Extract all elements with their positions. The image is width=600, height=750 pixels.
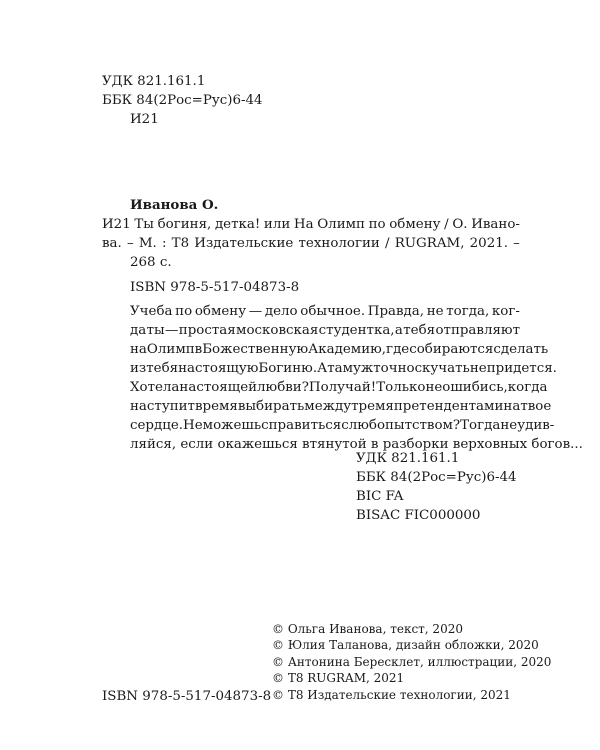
annotation-word: где [386,342,410,357]
bib-line-1 [102,215,520,234]
udk-code: УДК 821.161.1 [102,74,206,89]
bib-word: Олимп [317,217,365,232]
isbn-text: ISBN 978-5-517-04873-8 [130,280,300,295]
bib-word: : [161,236,167,251]
annotation-word: Тогда [460,418,501,433]
annotation-word: выбирать [237,399,305,414]
bib-line-2 [102,234,520,253]
annotation-word: наступит [130,399,195,414]
annotation-word: тебя [403,323,436,338]
annotation-word: ког- [491,304,520,319]
annotation-word: Олимп [146,342,195,357]
annotation-word: дело [264,304,298,319]
annotation-word: Божественную [202,342,309,357]
annotation-word: любопытством? [348,418,461,433]
annotation-word: А [317,361,328,376]
annotation-line [130,359,557,378]
annotation-word: студентка, [318,323,395,338]
bisac-code: BISAC FIC000000 [356,508,481,523]
annotation-word: можешь [202,418,262,433]
bib-word: / [444,217,449,232]
annotation-word: тогда, [446,304,490,319]
annotation-word: справиться [261,418,342,433]
bib-cutter: И21 [102,217,131,232]
annotation-word: — [165,323,179,338]
copyright-notices [272,621,551,703]
top-classification-codes [102,72,263,129]
annotation-word: сделать [493,342,549,357]
annotation-word: обмену [194,304,247,319]
bib-word: богиня, [157,217,212,232]
bic-code: BIC FA [356,489,404,504]
isbn-main [130,278,299,297]
bib-word: ва. [102,236,122,251]
annotation-word: тремя [351,399,394,414]
bib-word: обмену [389,217,441,232]
bib-word: Издательские [194,236,294,251]
bib-word: / [385,236,390,251]
annotation-word: простая [178,323,236,338]
annotation-word: отправляют [435,323,520,338]
copyright-line: © Юлия Таланова, дизайн обложки, 2020 [272,638,539,653]
annotation-word: любви? [257,380,309,395]
annotation-word: настоящей [179,380,258,395]
bib-word: детка! [214,217,261,232]
bib-word: технологии [298,236,380,251]
bib-word: – [513,236,520,251]
annotation-word: не [426,304,444,319]
annotation-word: претендентами [393,399,504,414]
annotation-word: ошибись, [442,380,508,395]
annotation-word: скучать [414,361,470,376]
annotation-word: — [248,304,263,319]
annotation-word: на [130,342,147,357]
copyright-line: © Антонина Бересклет, иллюстрации, 2020 [272,654,552,669]
annotation-word: уж [353,361,374,376]
annotation-word: настоящую [178,361,259,376]
bibliographic-record [102,196,520,272]
bib-word: по [368,217,386,232]
annotation-word: московская [236,323,319,338]
annotation-word: ты [146,323,165,338]
bib-word: Ивано- [471,217,520,232]
copyright-line: © Т8 Издательские технологии, 2021 [272,687,511,702]
bib-word: Ты [134,217,154,232]
classification-codes [356,449,517,525]
annotation-word: собираются [409,342,494,357]
annotation-word: на [503,399,521,414]
annotation-word: удив- [517,418,555,433]
isbn-bottom [102,687,271,706]
bib-word: На [293,217,314,232]
annotation-word: не [425,380,443,395]
annotation-word: не [500,418,518,433]
bib-word: 2021. [469,236,508,251]
annotation-word: твое [520,399,552,414]
annotation-word: сердце. [130,418,184,433]
annotation-line [130,340,549,359]
annotation-word: между [304,399,352,414]
bib-word: М. [138,236,157,251]
annotation-last-line: ляйся, если окажешься втянутой в разборки верховных богов... [130,437,583,452]
annotation-word: в [194,342,203,357]
annotation-word: Правда, [367,304,425,319]
annotation-word: Получай! [308,380,377,395]
annotation-word: точно [373,361,415,376]
annotation-word: время [194,399,238,414]
annotation-word: тебя [146,361,179,376]
annotation-word: Богиню. [258,361,318,376]
bbk-code: ББК 84(2Рос=Рус)6-44 [102,93,263,108]
annotation-word: Только [376,380,426,395]
bib-word: О. [452,217,468,232]
bib-word: или [263,217,291,232]
isbn-text: ISBN 978-5-517-04873-8 [102,689,272,704]
page-count: 268 с. [130,255,172,270]
annotation-line [130,302,520,321]
bbk-code: ББК 84(2Рос=Рус)6-44 [356,470,517,485]
annotation-word: из [130,361,147,376]
annotation-line [130,378,548,397]
cutter-code: И21 [130,112,159,127]
annotation-word: когда [507,380,548,395]
annotation-word: Учеба [130,304,173,319]
annotation-word: Хотела [130,380,180,395]
bib-word: Т8 [171,236,190,251]
annotation-word: Академию, [308,342,387,357]
annotation-word: с [341,418,349,433]
annotation-word: а [394,323,403,338]
annotation-line [130,416,555,435]
annotation-word: придется. [486,361,557,376]
annotation-word: да [130,323,147,338]
copyright-line: © Ольга Иванова, текст, 2020 [272,622,463,636]
annotation-word: не [469,361,487,376]
annotation-word: там [327,361,354,376]
bib-word: RUGRAM, [394,236,465,251]
annotation-word: Не [183,418,203,433]
annotation-line [130,321,520,340]
udk-code: УДК 821.161.1 [356,451,460,466]
copyright-line: © Т8 RUGRAM, 2021 [272,671,405,686]
author-name: Иванова О. [130,197,219,213]
annotation-line [130,397,552,416]
annotation [130,302,583,454]
annotation-word: по [175,304,193,319]
bib-word: – [126,236,134,251]
annotation-word: обычное. [300,304,366,319]
